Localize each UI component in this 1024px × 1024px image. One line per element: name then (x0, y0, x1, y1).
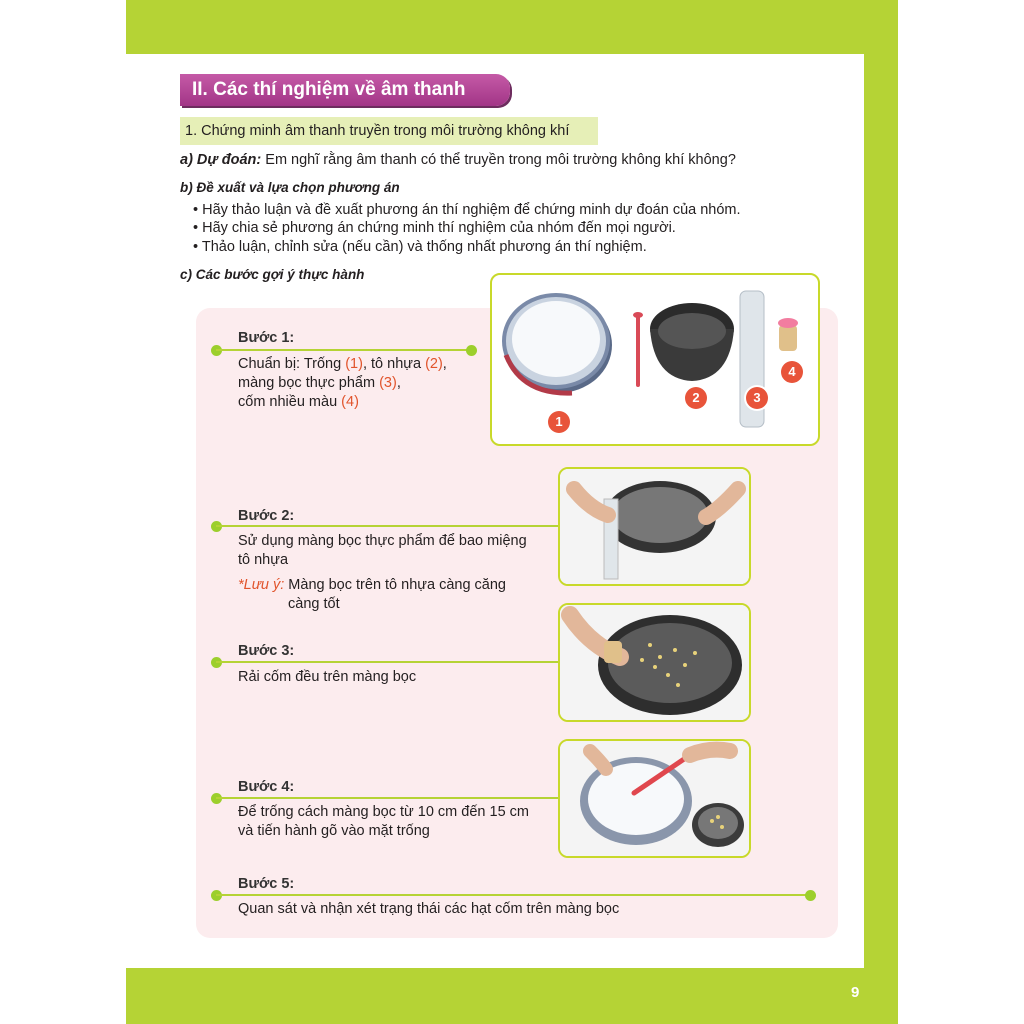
step-3-line (216, 661, 558, 663)
part-a-label: a) Dự đoán: (180, 152, 262, 168)
step-1-title: Bước 1: (238, 330, 295, 346)
photo-number-1: 1 (548, 411, 570, 433)
step-2-photo (558, 467, 751, 586)
step-4-title: Bước 4: (238, 779, 295, 795)
bullet-1: • Hãy thảo luận và đề xuất phương án thí nghiệm để chứng minh dự đoán của nhóm. (193, 202, 741, 218)
bottom-bar (126, 968, 898, 1024)
step-3-text: Rải cốm đều trên màng bọc (238, 669, 417, 685)
step-4-text: Để trống cách màng bọc từ 10 cm đến 15 cm và tiến hành gõ vào mặt trống (238, 804, 529, 839)
bullet-2: • Hãy chia sẻ phương án chứng minh thí nghiệm của nhóm đến mọi người. (193, 220, 676, 236)
materials-illustration (492, 275, 818, 444)
bullet-3: • Thảo luận, chỉnh sửa (nếu cần) và thống nhất phương án thí nghiệm. (193, 239, 647, 255)
photo-number-4: 4 (781, 361, 803, 383)
right-bar (864, 0, 898, 1024)
page-number: 9 (851, 984, 860, 1001)
step-1-photo (490, 273, 820, 446)
step-3-photo (558, 603, 751, 722)
step-1-line (216, 349, 472, 351)
section-title: II. Các thí nghiệm về âm thanh (180, 74, 510, 106)
sprinkling-candy-illustration (560, 605, 749, 720)
step-5-dot-right (805, 890, 816, 901)
photo-number-3: 3 (746, 387, 768, 409)
step-2-title: Bước 2: (238, 508, 295, 524)
step-2-text: Sử dụng màng bọc thực phẩm để bao miệng tô nhựa (238, 533, 527, 568)
step-5-line (216, 894, 810, 896)
part-a (180, 151, 736, 170)
subsection-title: 1. Chứng minh âm thanh truyền trong môi trường không khí (180, 117, 598, 145)
part-a-text: Em nghĩ rằng âm thanh có thể truyền trong môi trường không khí không? (261, 152, 736, 168)
step-5-title: Bước 5: (238, 876, 295, 892)
step-2-line (216, 525, 558, 527)
step-4-photo (558, 739, 751, 858)
part-c-label: c) Các bước gợi ý thực hành (180, 267, 365, 282)
step-3-title: Bước 3: (238, 643, 295, 659)
drumming-illustration (560, 741, 749, 856)
wrapping-bowl-illustration (560, 469, 749, 584)
part-b-label: b) Đề xuất và lựa chọn phương án (180, 180, 400, 195)
photo-number-2: 2 (685, 387, 707, 409)
step-1-dot-right (466, 345, 477, 356)
step-5-text: Quan sát và nhận xét trạng thái các hạt cốm trên màng bọc (238, 901, 620, 917)
step-4-line (216, 797, 558, 799)
step-2-note: *Lưu ý: Màng bọc trên tô nhựa càng căng càng tốt (238, 577, 506, 612)
top-bar (126, 0, 898, 54)
step-1-text: Chuẩn bị: Trống (1), tô nhựa (2), màng bọc thực phẩm (3), cốm nhiều màu (4) (238, 356, 447, 410)
